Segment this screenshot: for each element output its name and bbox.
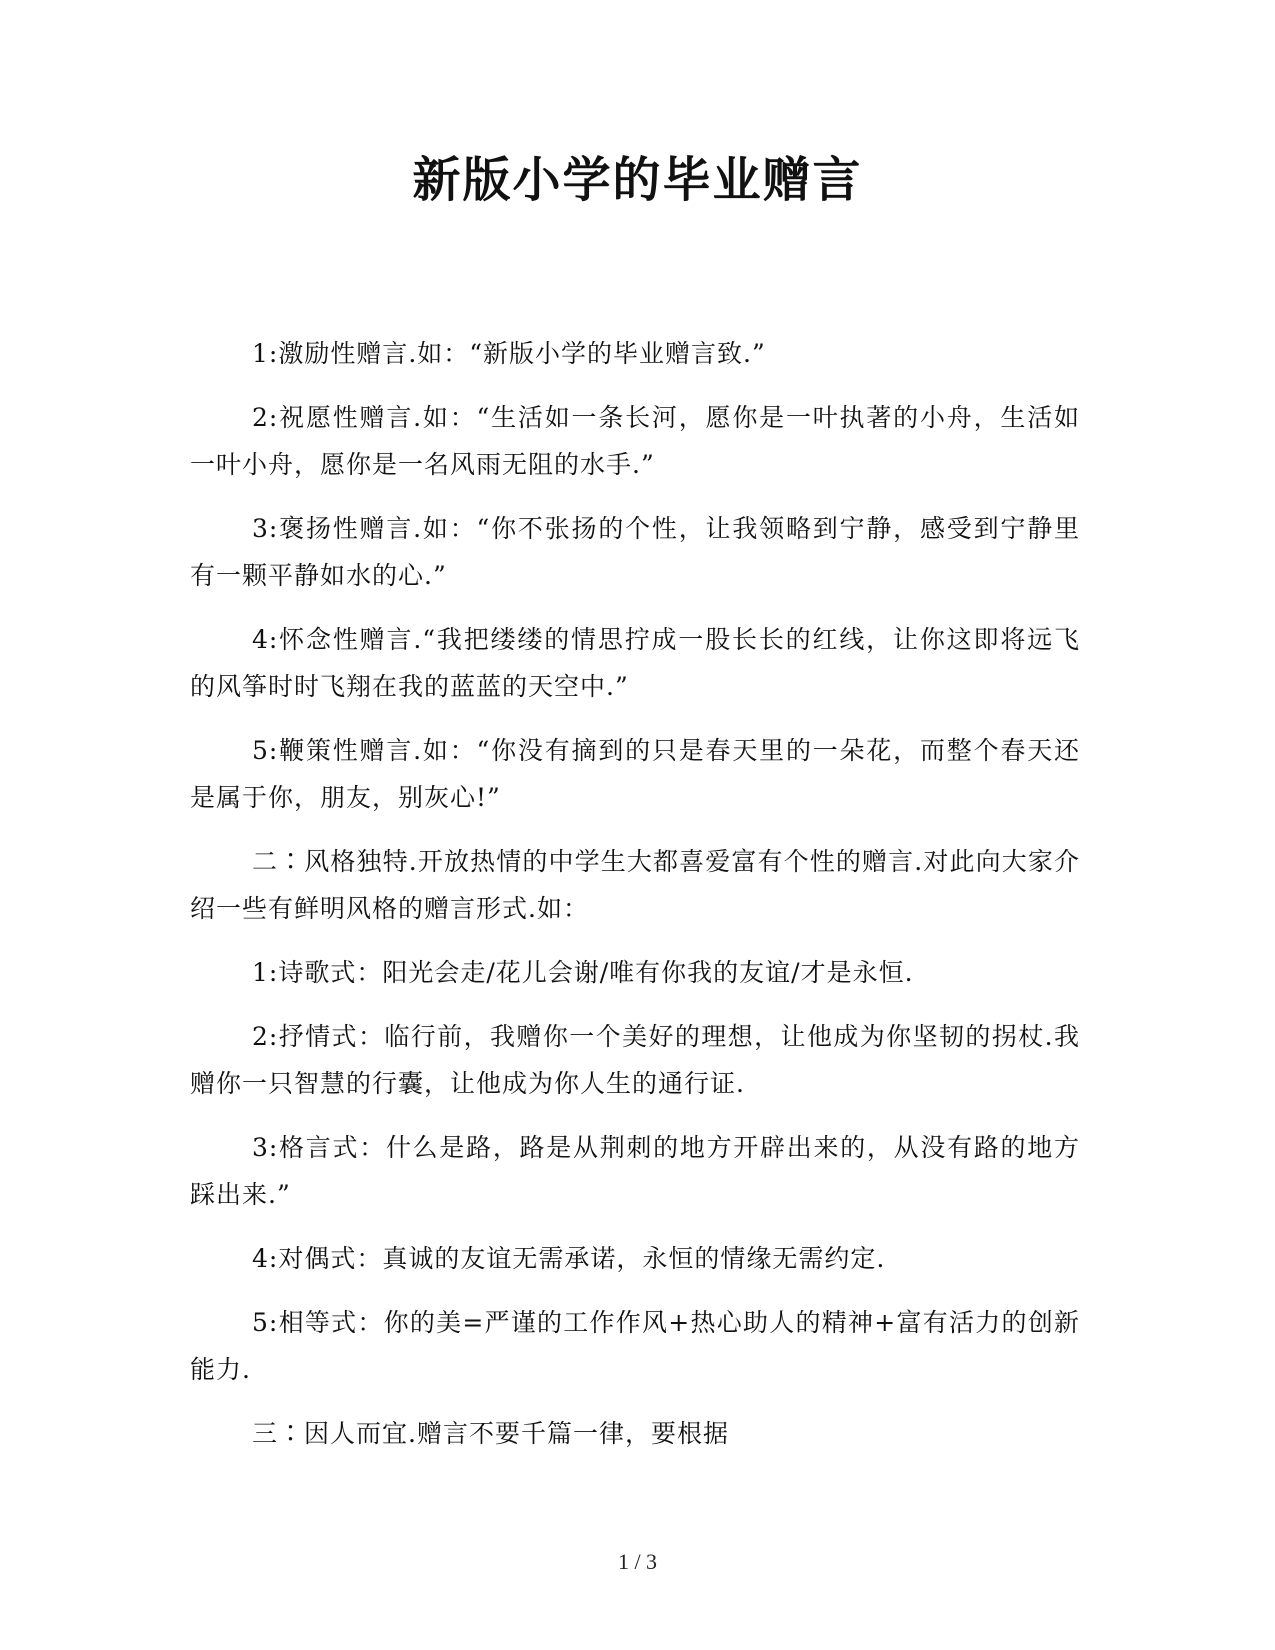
paragraph: 3:褒扬性赠言.如：“你不张扬的个性，让我领略到宁静，感受到宁静里有一颗平静如水的心.” bbox=[190, 514, 1080, 590]
paragraph: 5:相等式：你的美=严谨的工作作风+热心助人的精神+富有活力的创新能力. bbox=[190, 1308, 1080, 1384]
paragraph: 4:对偶式：真诚的友谊无需承诺，永恒的情缘无需约定. bbox=[252, 1244, 886, 1273]
paragraph: 2:祝愿性赠言.如：“生活如一条长河，愿你是一叶执著的小舟，生活如一叶小舟，愿你是一名风雨无阻的水手.” bbox=[190, 403, 1080, 479]
page-number: 1 / 3 bbox=[617, 1549, 658, 1574]
paragraph: 二∶风格独特.开放热情的中学生大都喜爱富有个性的赠言.对此向大家介绍一些有鲜明风格的赠言形式.如： bbox=[190, 847, 1080, 923]
paragraph: 5:鞭策性赠言.如：“你没有摘到的只是春天里的一朵花，而整个春天还是属于你，朋友，别灰心!” bbox=[190, 736, 1080, 812]
document-body bbox=[190, 330, 1080, 1474]
paragraph: 4:怀念性赠言.“我把缕缕的情思拧成一股长长的红线，让你这即将远飞的风筝时时飞翔在我的蓝蓝的天空中.” bbox=[190, 625, 1080, 701]
paragraph: 1:激励性赠言.如：“新版小学的毕业赠言致.” bbox=[252, 339, 766, 368]
paragraph: 2:抒情式：临行前，我赠你一个美好的理想，让他成为你坚韧的拐杖.我赠你一只智慧的行囊，让他成为你人生的通行证. bbox=[190, 1022, 1080, 1098]
paragraph: 三∶因人而宜.赠言不要千篇一律，要根据 bbox=[252, 1419, 729, 1448]
paragraph: 3:格言式：什么是路，路是从荆刺的地方开辟出来的，从没有路的地方踩出来.” bbox=[190, 1133, 1080, 1209]
paragraph: 1:诗歌式：阳光会走/花儿会谢/唯有你我的友谊/才是永恒. bbox=[252, 958, 914, 987]
document-title: 新版小学的毕业赠言 bbox=[412, 152, 863, 208]
